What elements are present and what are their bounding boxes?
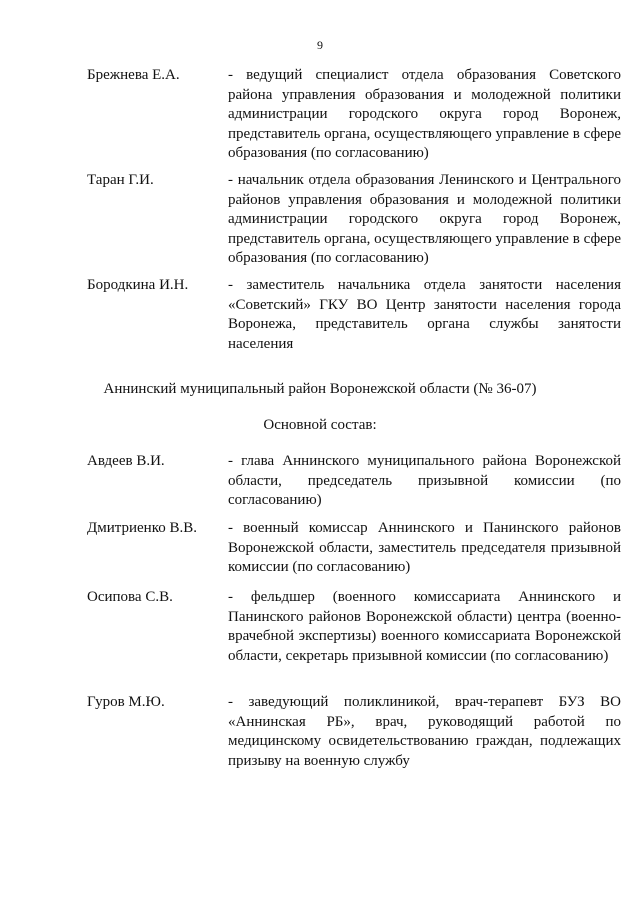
section-title: Аннинский муниципальный район Воронежской области (№ 36-07) xyxy=(103,381,537,397)
member-name: Дмитриенко В.В. xyxy=(87,520,197,536)
member-name: Таран Г.И. xyxy=(87,172,154,188)
member-description: - глава Аннинского муниципального района Воронежской области, председатель призывной комиссии (по согласованию) xyxy=(228,453,621,509)
member-name: Авдеев В.И. xyxy=(87,453,165,469)
member-description: - начальник отдела образования Ленинского и Центрального районов управления образования и молодежной политики администрации городского округа город Воронеж, представитель органа, осуществляющего управление в сфере образования (по согласованию) xyxy=(228,172,621,267)
member-name: Осипова С.В. xyxy=(87,589,173,605)
member-description: - военный комиссар Аннинского и Панинского районов Воронежской области, заместитель председателя призывной комиссии (по согласованию) xyxy=(228,520,621,576)
member-description: - заведующий поликлиникой, врач-терапевт БУЗ ВО «Аннинская РБ», врач, руководящий работой по медицинскому освидетельствованию граждан, подлежащих призыву на военную службу xyxy=(228,694,621,769)
member-description: - ведущий специалист отдела образования Советского района управления образования и молодежной политики администрации городского округа город Воронеж, представитель органа, осуществляющего управление в сфере образования (по согласованию) xyxy=(228,67,621,162)
member-name: Брежнева Е.А. xyxy=(87,67,180,83)
member-description: - фельдшер (военного комиссариата Аннинского и Панинского районов Воронежской области) центра (военно-врачебной экспертизы) военного комиссариата Воронежской области, секретарь призывной комиссии (по согласованию) xyxy=(228,589,621,664)
page-number: 9 xyxy=(317,38,323,52)
subsection-title: Основной состав: xyxy=(263,417,377,433)
member-name: Бородкина И.Н. xyxy=(87,277,189,293)
member-description: - заместитель начальника отдела занятости населения «Советский» ГКУ ВО Центр занятости населения города Воронежа, представитель органа службы занятости населения xyxy=(228,277,621,352)
member-name: Гуров М.Ю. xyxy=(87,694,165,710)
